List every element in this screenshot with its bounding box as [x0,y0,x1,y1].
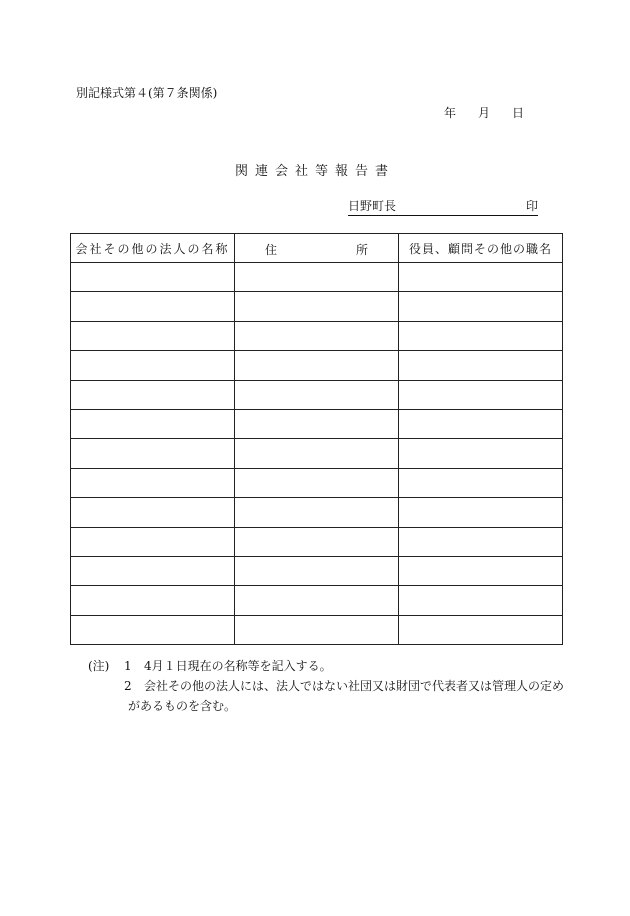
table-row [71,586,563,615]
cell-role[interactable] [399,351,563,380]
cell-company-name[interactable] [71,498,235,527]
cell-role[interactable] [399,498,563,527]
cell-address[interactable] [235,321,399,350]
cell-company-name[interactable] [71,586,235,615]
date-line [444,104,524,121]
cell-role[interactable] [399,615,563,644]
cell-role[interactable] [399,556,563,585]
cell-company-name[interactable] [71,351,235,380]
header-company-name: 会社その他の法人の名称 [71,234,235,263]
cell-address[interactable] [235,292,399,321]
table-row [71,556,563,585]
date-day-label: 日 [512,106,525,120]
header-role: 役員、顧問その他の職名 [399,234,563,263]
cell-role[interactable] [399,380,563,409]
cell-company-name[interactable] [71,439,235,468]
note-number: 2 [124,679,132,693]
cell-address[interactable] [235,351,399,380]
mayor-label: 日野町長 [348,199,397,213]
table-row [71,468,563,497]
note-text: 会社その他の法人には、法人ではない社団又は財団で代表者又は管理人の定め [144,679,565,693]
table-row [71,409,563,438]
cell-company-name[interactable] [71,556,235,585]
header-address-part1: 住 [265,243,278,257]
cell-address[interactable] [235,439,399,468]
notes-heading: (注) [88,659,110,673]
cell-role[interactable] [399,439,563,468]
report-table [70,233,563,645]
cell-company-name[interactable] [71,263,235,292]
table-header-row [71,234,563,263]
cell-company-name[interactable] [71,468,235,497]
cell-company-name[interactable] [71,527,235,556]
cell-address[interactable] [235,380,399,409]
cell-role[interactable] [399,292,563,321]
document-title: 関連会社等報告書 [234,164,395,179]
cell-address[interactable] [235,498,399,527]
table-row [71,321,563,350]
note-number: 1 [124,659,132,673]
cell-address[interactable] [235,409,399,438]
cell-role[interactable] [399,527,563,556]
header-address-part2: 所 [355,243,368,257]
cell-role[interactable] [399,409,563,438]
header-address [235,234,399,263]
note-text: 4月１日現在の名称等を記入する。 [144,659,332,673]
cell-role[interactable] [399,586,563,615]
cell-address[interactable] [235,263,399,292]
cell-address[interactable] [235,556,399,585]
cell-company-name[interactable] [71,615,235,644]
cell-company-name[interactable] [71,292,235,321]
date-year-label: 年 [444,106,457,120]
note-continuation-text: があるものを含む。 [128,699,237,713]
cell-company-name[interactable] [71,321,235,350]
cell-company-name[interactable] [71,380,235,409]
table-row [71,439,563,468]
table-row [71,615,563,644]
form-reference: 別記様式第４(第７条関係) [76,86,218,100]
table-body [71,263,563,645]
table-row [71,292,563,321]
seal-label: 印 [525,199,538,213]
table-row [71,380,563,409]
mayor-signature-line[interactable] [348,197,538,216]
cell-address[interactable] [235,468,399,497]
cell-address[interactable] [235,527,399,556]
date-month-label: 月 [478,106,491,120]
cell-company-name[interactable] [71,409,235,438]
cell-address[interactable] [235,615,399,644]
cell-address[interactable] [235,586,399,615]
cell-role[interactable] [399,263,563,292]
table-row [71,498,563,527]
cell-role[interactable] [399,468,563,497]
table-row [71,263,563,292]
table-row [71,527,563,556]
cell-role[interactable] [399,321,563,350]
table-row [71,351,563,380]
